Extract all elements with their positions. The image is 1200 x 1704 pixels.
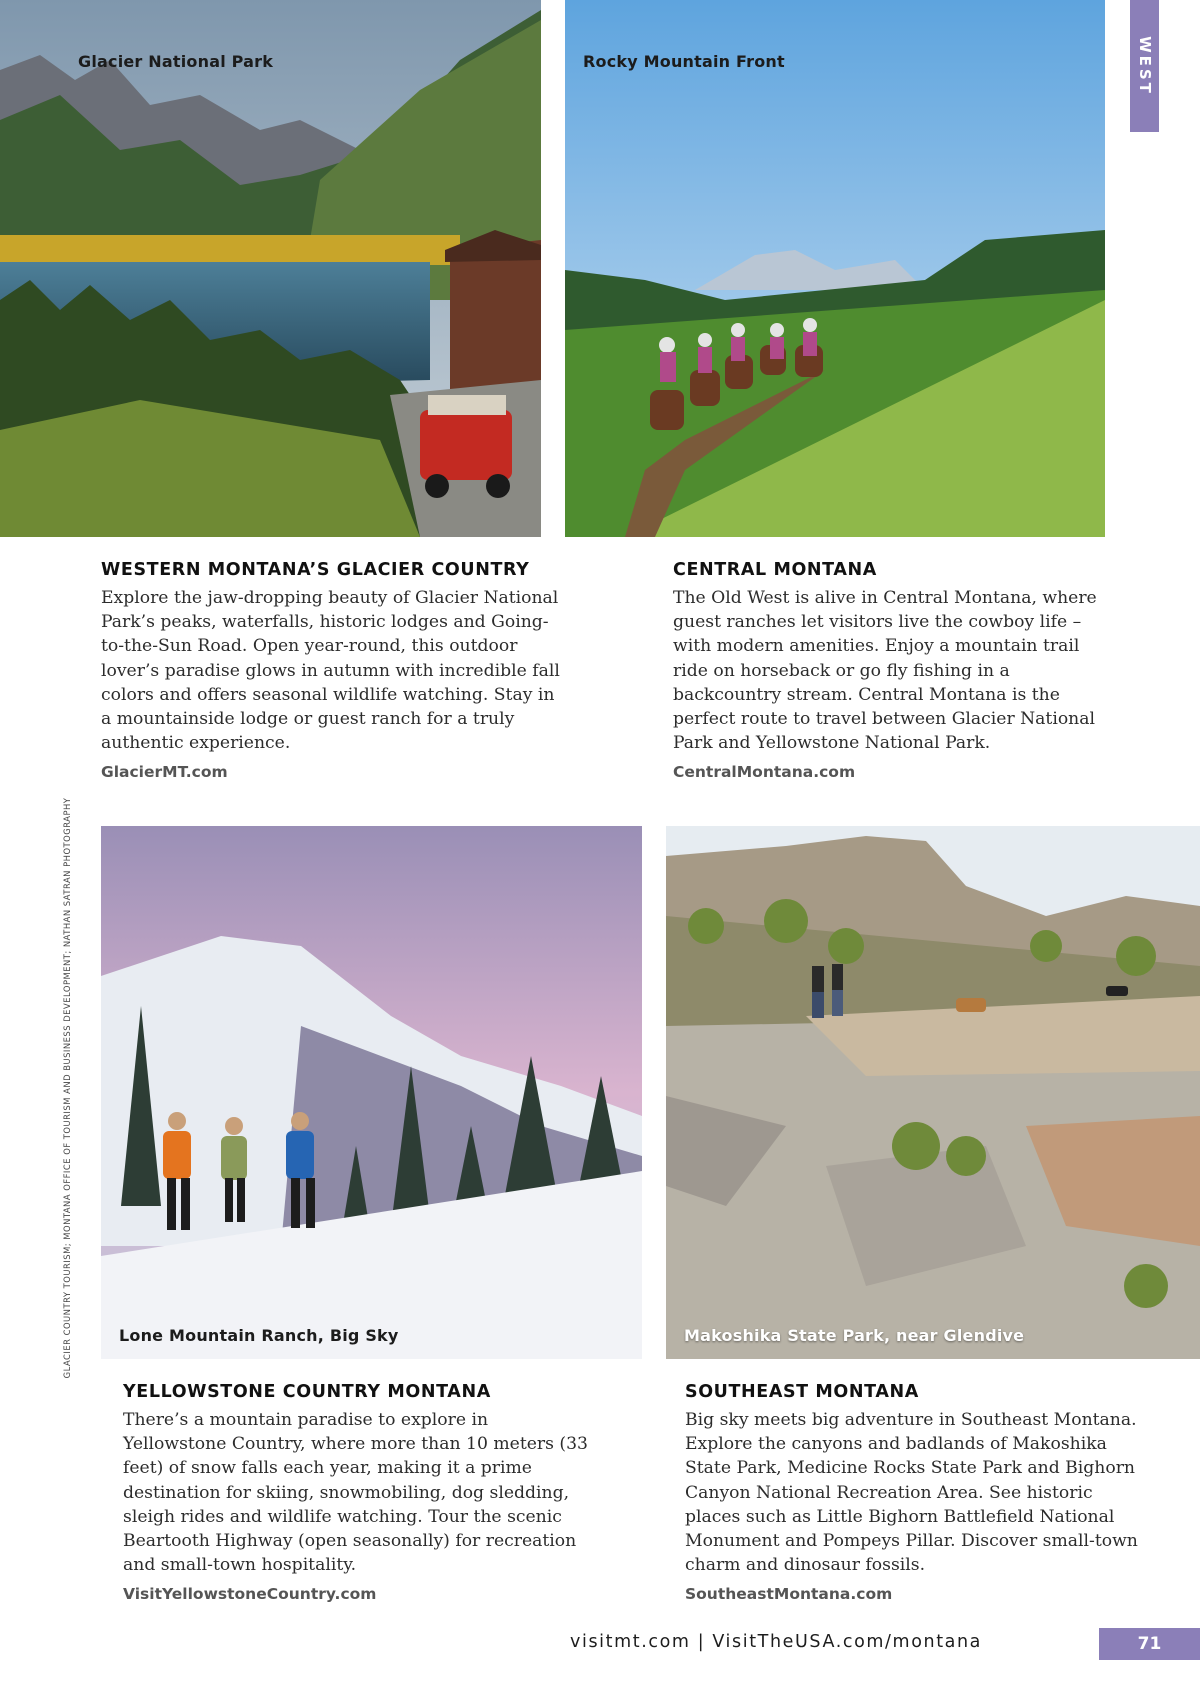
photo-makoshika-state-park (666, 826, 1200, 1359)
article-title: WESTERN MONTANA’S GLACIER COUNTRY (101, 560, 530, 580)
glacier-landscape-image (0, 0, 541, 537)
article-website-link[interactable]: GlacierMT.com (101, 763, 228, 782)
article-website-link[interactable]: CentralMontana.com (673, 763, 856, 782)
article-body: The Old West is alive in Central Montana, where guest ranches let visitors live the cowboy life – with modern amenities. Enjoy a mountain trail ride on horseback or go fly fishing in a backcountry stream. Central Montana is the perfect route to travel between Glacier National Park and Yellowstone National Park. (673, 588, 1097, 754)
article-title: CENTRAL MONTANA (673, 560, 877, 580)
section-tab (1130, 0, 1159, 132)
photo-caption: Rocky Mountain Front (583, 52, 785, 71)
photo-credit-text: GLACIER COUNTRY TOURISM; MONTANA OFFICE OF TOURISM AND BUSINESS DEVELOPMENT; NATHAN SATRAN PHOTOGRAPHY (62, 797, 72, 1379)
page-number: 71 (1137, 1634, 1162, 1654)
footer-website-links[interactable]: visitmt.com | VisitTheUSA.com/montana (570, 1632, 982, 1652)
photo-caption: Lone Mountain Ranch, Big Sky (119, 1326, 399, 1345)
photo-rocky-mountain-front (565, 0, 1105, 537)
article-website-link[interactable]: VisitYellowstoneCountry.com (123, 1585, 377, 1604)
article-central-montana (673, 560, 1113, 781)
article-title: YELLOWSTONE COUNTRY MONTANA (123, 1382, 491, 1402)
article-title: SOUTHEAST MONTANA (685, 1382, 919, 1402)
article-website-link[interactable]: SoutheastMontana.com (685, 1585, 893, 1604)
photo-caption: Glacier National Park (78, 52, 274, 71)
skiers-image (101, 826, 642, 1359)
photo-lone-mountain-ranch (101, 826, 642, 1359)
article-yellowstone-country (123, 1382, 593, 1603)
page-number-box (1099, 1628, 1200, 1660)
article-body: There’s a mountain paradise to explore in Yellowstone Country, where more than 10 meters (33 feet) of snow falls each year, making it a prime destination for skiing, snowmobiling, dog sledding, sleigh rides and wildlife watching. Tour the scenic Beartooth Highway (open seasonally) for recreation and small-town hospitality. (123, 1410, 588, 1576)
article-glacier-country (101, 560, 561, 781)
photo-glacier-national-park (0, 0, 541, 537)
photo-caption: Makoshika State Park, near Glendive (684, 1326, 1025, 1345)
badlands-bridge-image (666, 826, 1200, 1359)
article-southeast-montana (685, 1382, 1150, 1603)
horseback-riders-image (565, 0, 1105, 537)
article-body: Explore the jaw-dropping beauty of Glacier National Park’s peaks, waterfalls, historic lodges and Going-to-the-Sun Road. Open year-round, this outdoor lover’s paradise glows in autumn with incredible fall colors and offers seasonal wildlife watching. Stay in a mountainside lodge or guest ranch for a truly authentic experience. (101, 588, 560, 754)
article-body: Big sky meets big adventure in Southeast Montana. Explore the canyons and badlands of Makoshika State Park, Medicine Rocks State Park and Bighorn Canyon National Recreation Area. See historic places such as Little Bighorn Battlefield National Monument and Pompeys Pillar. Discover small-town charm and dinosaur fossils. (685, 1410, 1138, 1576)
section-tab-label: WEST (1135, 36, 1154, 96)
